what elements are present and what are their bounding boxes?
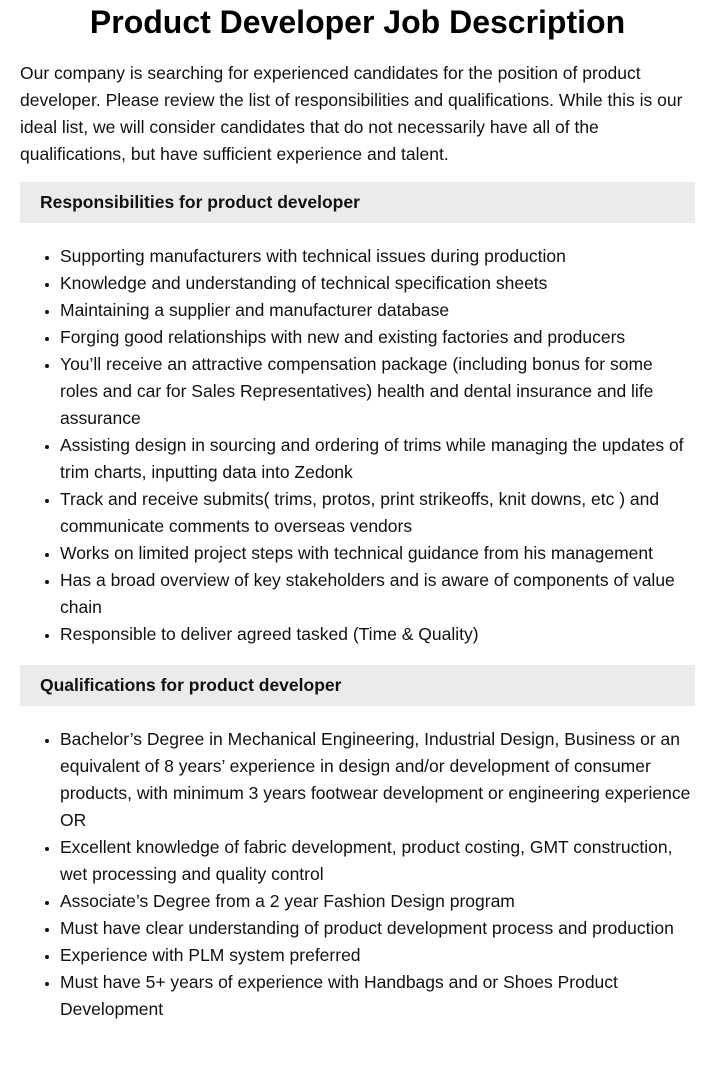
list-item: • Knowledge and understanding of technical specification sheets (60, 270, 695, 297)
list-item: • Track and receive submits( trims, protos, print strikeoffs, knit downs, etc ) and communicate comments to overseas vendors (60, 486, 695, 540)
list-item: • Must have clear understanding of product development process and production (60, 915, 695, 942)
list-item: • Associate’s Degree from a 2 year Fashion Design program (60, 888, 695, 915)
list-item: • Bachelor’s Degree in Mechanical Engineering, Industrial Design, Business or an equivalent of 8 years’ experience in design and/or development of consumer products, with minimum 3 years footwear development or engineering experience OR (60, 726, 695, 834)
list-item: • Forging good relationships with new and existing factories and producers (60, 324, 695, 351)
page-title: Product Developer Job Description (89, 4, 626, 40)
list-item: • Maintaining a supplier and manufacturer database (60, 297, 695, 324)
list-item: • Excellent knowledge of fabric development, product costing, GMT construction, wet processing and quality control (60, 834, 695, 888)
list-item: • You’ll receive an attractive compensation package (including bonus for some roles and car for Sales Representatives) health and dental insurance and life assurance (60, 351, 695, 432)
list-item: • Has a broad overview of key stakeholders and is aware of components of value chain (60, 567, 695, 621)
list-item: • Experience with PLM system preferred (60, 942, 695, 969)
qualifications-heading: Qualifications for product developer (20, 665, 695, 706)
list-item: • Must have 5+ years of experience with Handbags and or Shoes Product Development (60, 969, 695, 1023)
responsibilities-list (20, 243, 695, 648)
list-item: • Assisting design in sourcing and ordering of trims while managing the updates of trim charts, inputting data into Zedonk (60, 432, 695, 486)
list-item: • Works on limited project steps with technical guidance from his management (60, 540, 695, 567)
qualifications-list (20, 726, 695, 1023)
responsibilities-heading: Responsibilities for product developer (20, 182, 695, 223)
list-item: • Responsible to deliver agreed tasked (Time & Quality) (60, 621, 695, 648)
intro-paragraph: Our company is searching for experienced candidates for the position of product developer. Please review the list of responsibilities and qualifications. While this is our ideal list, we will consider candidates that do not necessarily have all of the qualifications, but have sufficient experience and talent. (20, 63, 683, 164)
list-item: • Supporting manufacturers with technical issues during production (60, 243, 695, 270)
